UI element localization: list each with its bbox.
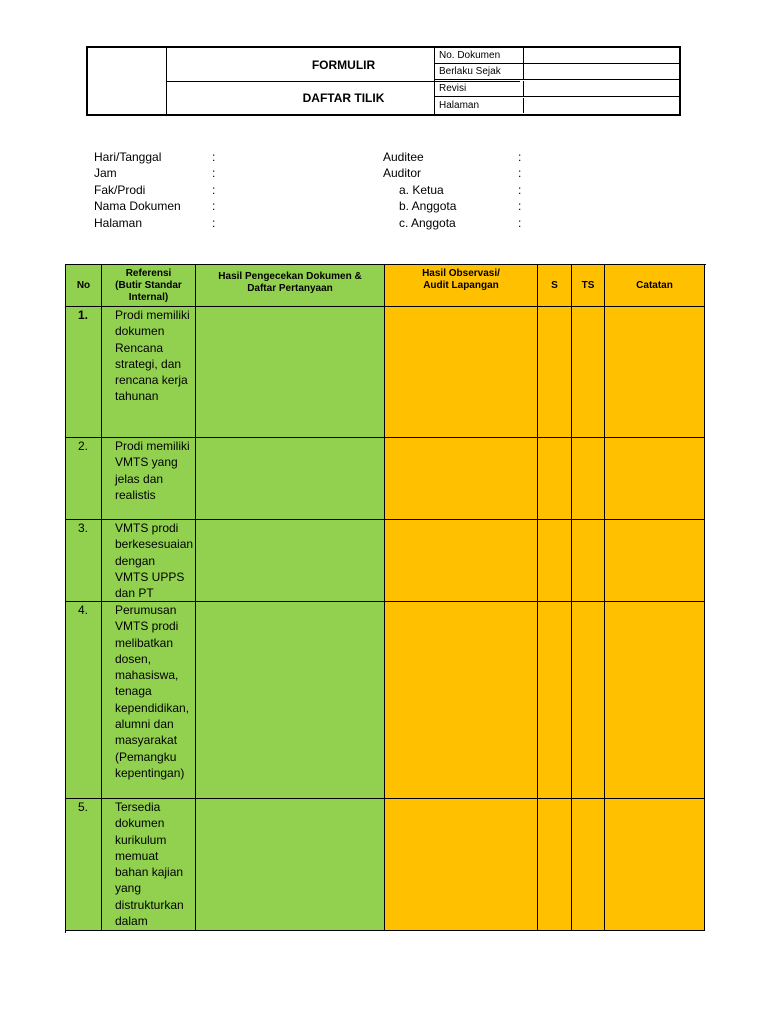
row-catatan-cell[interactable] — [605, 307, 705, 438]
row-number: 4. — [66, 602, 102, 799]
info-colon: : — [518, 150, 522, 164]
checklist-table — [65, 264, 706, 933]
row-number: 2. — [66, 438, 102, 520]
row-s-cell[interactable] — [538, 520, 572, 602]
col-header-s: S — [538, 265, 572, 307]
info-colon: : — [518, 166, 522, 180]
info-colon: : — [518, 199, 522, 213]
col-header-ts: TS — [572, 265, 605, 307]
form-header-table — [86, 46, 681, 116]
row-hasil-observasi-cell[interactable] — [385, 438, 538, 520]
meta-value — [525, 64, 680, 79]
info-label-nama-dokumen: Nama Dokumen — [94, 199, 181, 213]
col-header-referensi: Referensi (Butir Standar Internal) — [102, 265, 196, 307]
row-hasil-observasi-cell[interactable] — [385, 520, 538, 602]
row-referensi: Tersedia dokumen kurikulum memuat bahan kajian yang distrukturkan dalam — [102, 799, 196, 931]
info-colon: : — [212, 216, 216, 230]
form-title: FORMULIR — [167, 48, 520, 82]
info-colon: : — [212, 183, 216, 197]
col-header-catatan: Catatan — [605, 265, 705, 307]
row-referensi: VMTS prodi berkesesuaian dengan VMTS UPPS dan PT — [102, 520, 196, 602]
row-catatan-cell[interactable] — [605, 799, 705, 931]
info-label-anggota-c: c. Anggota — [399, 216, 456, 230]
info-label-jam: Jam — [94, 166, 117, 180]
row-s-cell[interactable] — [538, 307, 572, 438]
meta-label: Halaman — [435, 98, 524, 113]
col-header-hasil-observasi: Hasil Observasi/ Audit Lapangan — [385, 265, 538, 307]
row-hasil-pengecekan-cell[interactable] — [196, 307, 385, 438]
meta-value — [525, 98, 680, 113]
info-label-ketua: a. Ketua — [399, 183, 444, 197]
row-catatan-cell[interactable] — [605, 438, 705, 520]
info-label-hari-tanggal: Hari/Tanggal — [94, 150, 162, 164]
info-colon: : — [212, 150, 216, 164]
meta-value — [525, 81, 680, 96]
row-s-cell[interactable] — [538, 602, 572, 799]
row-ts-cell[interactable] — [572, 602, 605, 799]
row-hasil-observasi-cell[interactable] — [385, 799, 538, 931]
info-colon: : — [518, 216, 522, 230]
row-number: 1. — [66, 307, 102, 438]
row-hasil-observasi-cell[interactable] — [385, 602, 538, 799]
info-colon: : — [518, 183, 522, 197]
info-label-auditor: Auditor — [383, 166, 422, 180]
row-referensi: Prodi memiliki dokumen Rencana strategi, dan rencana kerja tahunan — [102, 307, 196, 438]
meta-row-halaman — [435, 98, 680, 114]
meta-label: Revisi — [435, 81, 524, 96]
row-ts-cell[interactable] — [572, 438, 605, 520]
row-hasil-observasi-cell[interactable] — [385, 307, 538, 438]
row-ts-cell[interactable] — [572, 799, 605, 931]
row-hasil-pengecekan-cell[interactable] — [196, 520, 385, 602]
row-hasil-pengecekan-cell[interactable] — [196, 602, 385, 799]
row-s-cell[interactable] — [538, 438, 572, 520]
row-referensi: Perumusan VMTS prodi melibatkan dosen, mahasiswa, tenaga kependidikan, alumni dan masyarakat (Pemangku kepentingan) — [102, 602, 196, 799]
meta-label: No. Dokumen — [435, 48, 524, 63]
row-number: 3. — [66, 520, 102, 602]
info-colon: : — [212, 199, 216, 213]
info-label-auditee: Auditee — [383, 150, 424, 164]
document-meta — [434, 48, 680, 114]
row-number: 5. — [66, 799, 102, 931]
row-hasil-pengecekan-cell[interactable] — [196, 438, 385, 520]
row-ts-cell[interactable] — [572, 307, 605, 438]
info-label-halaman: Halaman — [94, 216, 143, 230]
col-header-no: No — [66, 265, 102, 307]
info-label-fak-prodi: Fak/Prodi — [94, 183, 146, 197]
row-catatan-cell[interactable] — [605, 602, 705, 799]
meta-row-no-dokumen — [435, 48, 680, 64]
form-subtitle: DAFTAR TILIK — [302, 91, 385, 105]
row-s-cell[interactable] — [538, 799, 572, 931]
logo-cell — [88, 48, 167, 114]
row-ts-cell[interactable] — [572, 520, 605, 602]
col-header-hasil-pengecekan: Hasil Pengecekan Dokumen & Daftar Pertanyaan — [196, 265, 385, 307]
meta-row-revisi — [435, 81, 680, 97]
info-label-anggota-b: b. Anggota — [399, 199, 457, 213]
row-hasil-pengecekan-cell[interactable] — [196, 799, 385, 931]
meta-label: Berlaku Sejak — [435, 64, 524, 79]
meta-value — [525, 48, 680, 63]
row-catatan-cell[interactable] — [605, 520, 705, 602]
row-referensi: Prodi memiliki VMTS yang jelas dan realistis — [102, 438, 196, 520]
meta-row-berlaku-sejak — [435, 64, 680, 80]
info-colon: : — [212, 166, 216, 180]
